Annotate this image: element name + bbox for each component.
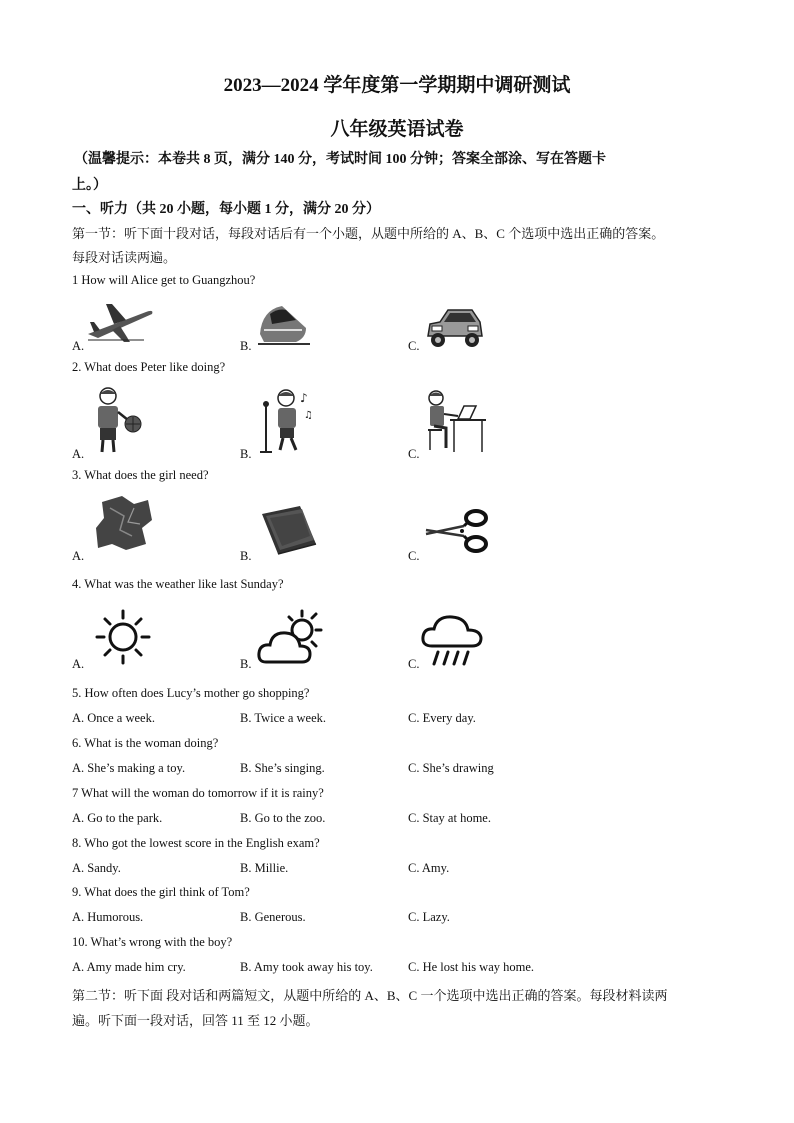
q4-option-b-label: B. [240,657,252,671]
crumpled-paper-icon [92,494,154,554]
q6-option-b: B. She’s singing. [240,761,325,775]
paper-stack-icon [258,504,320,556]
q10-option-b: B. Amy took away his toy. [240,960,373,974]
scissors-icon [424,506,490,556]
tip-line-1: （温馨提示：本卷共 8 页，满分 140 分，考试时间 100 分钟；答案全部涂、写在答题卡 [74,152,606,167]
q2-option-c-label: C. [408,447,420,461]
cloud-sun-icon [256,608,324,666]
q10-option-c: C. He lost his way home. [408,960,535,974]
section1-heading: 一、听力（共 20 小题，每小题 1 分，满分 20 分） [72,202,380,217]
q6-option-a: A. She’s making a toy. [72,761,186,775]
q8-option-c: C. Amy. [408,861,450,875]
q1-option-c-label: C. [408,339,420,353]
q5-option-c: C. Every day. [408,711,476,725]
question-8: 8. Who got the lowest score in the English exam? [72,836,320,850]
q4-option-c-label: C. [408,657,420,671]
exam-title: 2023—2024 学年度第一学期期中调研测试 [223,75,571,96]
rain-icon [420,612,486,670]
q8-option-b: B. Millie. [240,861,289,875]
q4-option-a-label: A. [72,657,85,671]
airplane-icon [84,300,156,346]
question-6: 6. What is the woman doing? [72,736,219,750]
part2-instruction-line2: 遍。听下面一段对话，回答 11 至 12 小题。 [72,1013,319,1028]
q7-option-a: A. Go to the park. [72,811,163,825]
q8-option-a: A. Sandy. [72,861,121,875]
q6-option-c: C. She’s drawing [408,761,494,775]
q7-option-c: C. Stay at home. [408,811,491,825]
part2-instruction-line1: 第二节：听下面 段对话和两篇短文，从题中所给的 A、B、C 一个选项中选出正确的答案。每段材料读两 [72,988,668,1003]
q1-option-b-label: B. [240,339,252,353]
question-9: 9. What does the girl think of Tom? [72,885,250,899]
q5-option-a: A. Once a week. [72,711,155,725]
question-5: 5. How often does Lucy’s mother go shopping? [72,686,310,700]
question-7: 7 What will the woman do tomorrow if it is rainy? [72,786,324,800]
question-3: 3. What does the girl need? [72,468,209,482]
basketball-boy-icon [88,386,146,458]
exam-subtitle: 八年级英语试卷 [330,119,464,140]
q3-option-b-label: B. [240,549,252,563]
svg-text:♪: ♪ [300,391,308,405]
part1-instruction-line1: 第一节：听下面十段对话，每段对话后有一个小题，从题中所给的 A、B、C 个选项中选出正确的答案。 [72,226,665,241]
question-4: 4. What was the weather like last Sunday? [72,577,284,591]
q2-option-b-label: B. [240,447,252,461]
car-icon [424,302,486,350]
tip-line-2: 上。） [72,178,107,193]
q10-option-a: A. Amy made him cry. [72,960,186,974]
q9-option-a: A. Humorous. [72,910,144,924]
part1-instruction-line2: 每段对话读两遍。 [72,250,177,265]
sun-icon [94,608,152,666]
svg-text:♫: ♫ [304,410,313,421]
q5-option-b: B. Twice a week. [240,711,327,725]
q3-option-c-label: C. [408,549,420,563]
question-1: 1 How will Alice get to Guangzhou? [72,273,256,287]
q9-option-b: B. Generous. [240,910,306,924]
question-10: 10. What’s wrong with the boy? [72,935,233,949]
singing-boy-icon [256,386,314,458]
q9-option-c: C. Lazy. [408,910,450,924]
q2-option-a-label: A. [72,447,85,461]
q1-option-a-label: A. [72,339,85,353]
computer-boy-icon [424,386,488,458]
q3-option-a-label: A. [72,549,85,563]
question-2: 2. What does Peter like doing? [72,360,226,374]
q7-option-b: B. Go to the zoo. [240,811,326,825]
train-icon [256,298,312,348]
